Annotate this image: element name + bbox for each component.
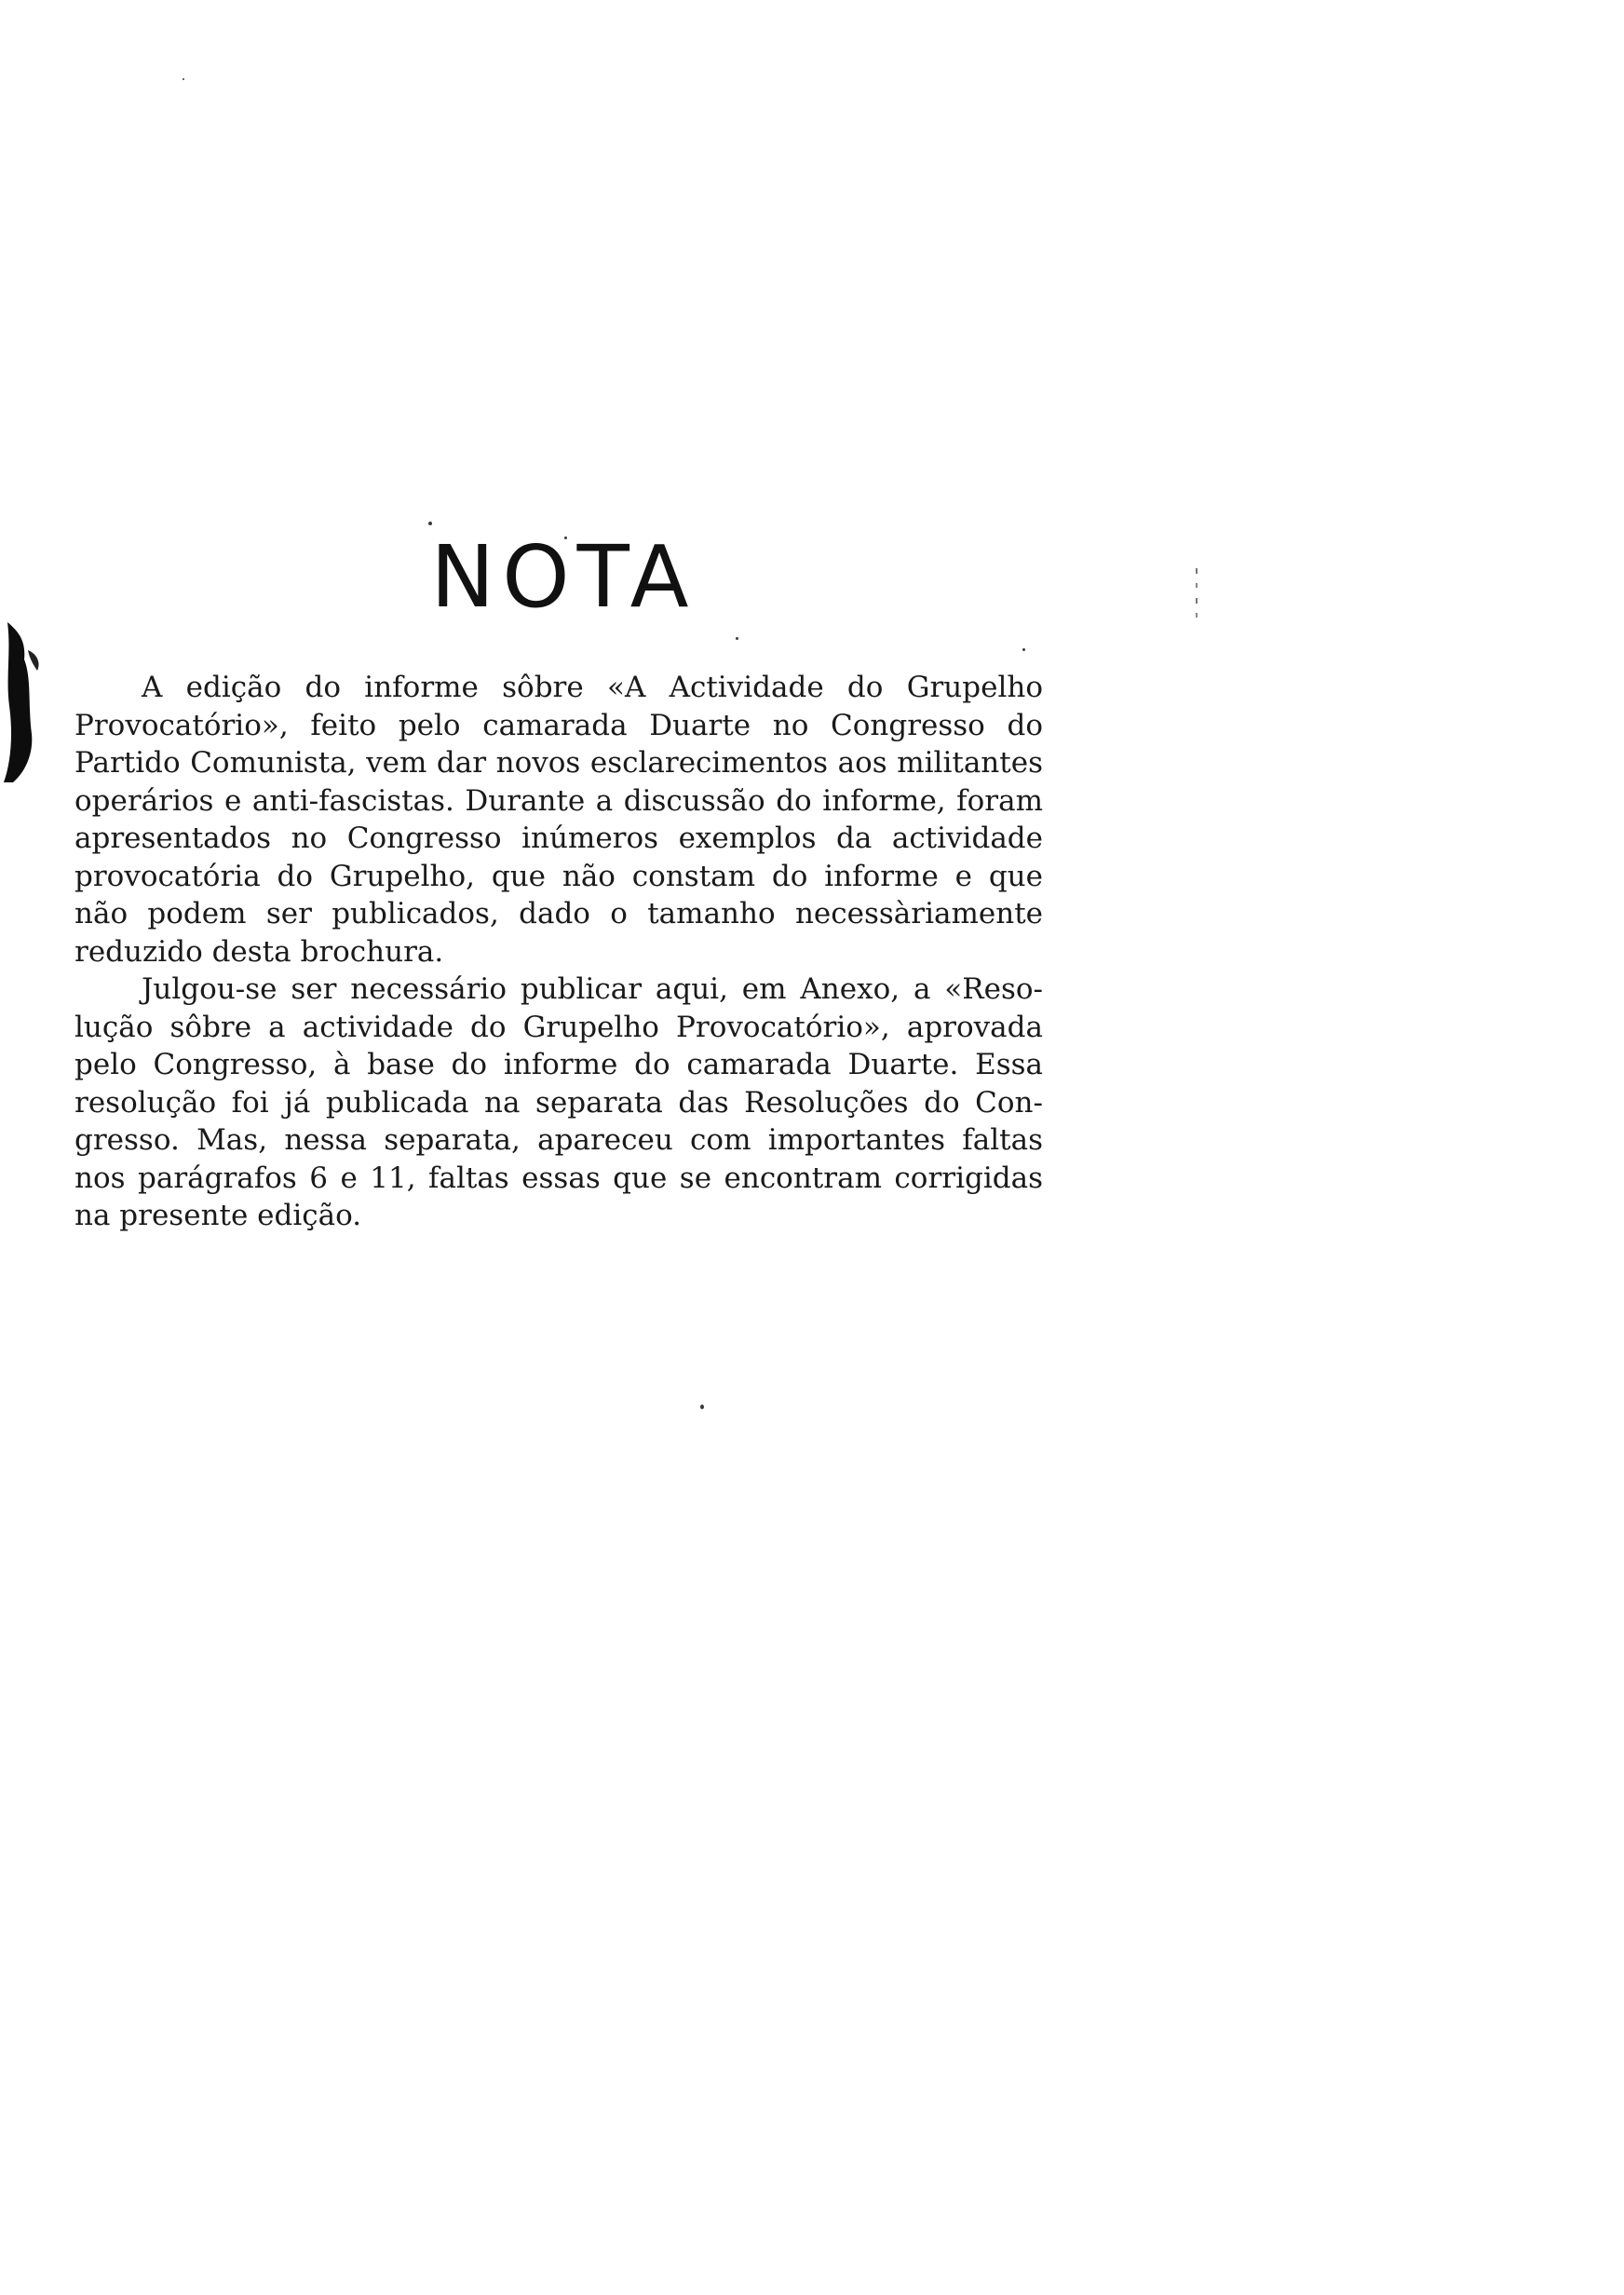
text-line: operários e anti-fascistas. Durante a discussão do informe, foram: [74, 783, 1043, 818]
text-line: provocatória do Grupelho, que não constam do informe e que: [74, 859, 1043, 893]
text-line: Partido Comunista, vem dar novos esclarecimentos aos militantes: [74, 746, 1043, 780]
binding-shadow-mark: [0, 622, 48, 782]
text-line: lução sôbre a actividade do Grupelho Provocatório», aprovada: [74, 1010, 1043, 1044]
page-title: NOTA: [430, 527, 697, 627]
paragraph-2: [74, 971, 1043, 1235]
text-line: não podem ser publicados, dado o tamanho necessàriamente: [74, 897, 1043, 930]
note-body: [74, 669, 1043, 1235]
margin-specks: [1194, 566, 1199, 626]
text-line: Provocatório», feito pelo camarada Duarte no Congresso do: [74, 708, 1043, 742]
text-line: A edição do informe sôbre «A Actividade do Grupelho: [142, 671, 1043, 704]
text-line: Julgou-se ser necessário publicar aqui, em Anexo, a «Reso-: [142, 972, 1043, 1006]
paragraph-1: [74, 669, 1043, 971]
text-line: gresso. Mas, nessa separata, apareceu com importantes faltas: [74, 1123, 1043, 1157]
text-line: nos parágrafos 6 e 11, faltas essas que se encontram corrigidas: [74, 1161, 1043, 1195]
dust-speck: [1022, 648, 1025, 651]
text-line: pelo Congresso, à base do informe do camarada Duarte. Essa: [74, 1048, 1043, 1081]
dust-speck: [183, 78, 184, 80]
dust-speck: [700, 1405, 704, 1409]
text-line: na presente edição.: [74, 1199, 362, 1232]
dust-speck: [736, 637, 738, 640]
text-line: resolução foi já publicada na separata das Resoluções do Con-: [74, 1085, 1043, 1120]
text-line: apresentados no Congresso inúmeros exemplos da actividade: [74, 822, 1043, 855]
text-line: reduzido desta brochura.: [74, 934, 444, 969]
